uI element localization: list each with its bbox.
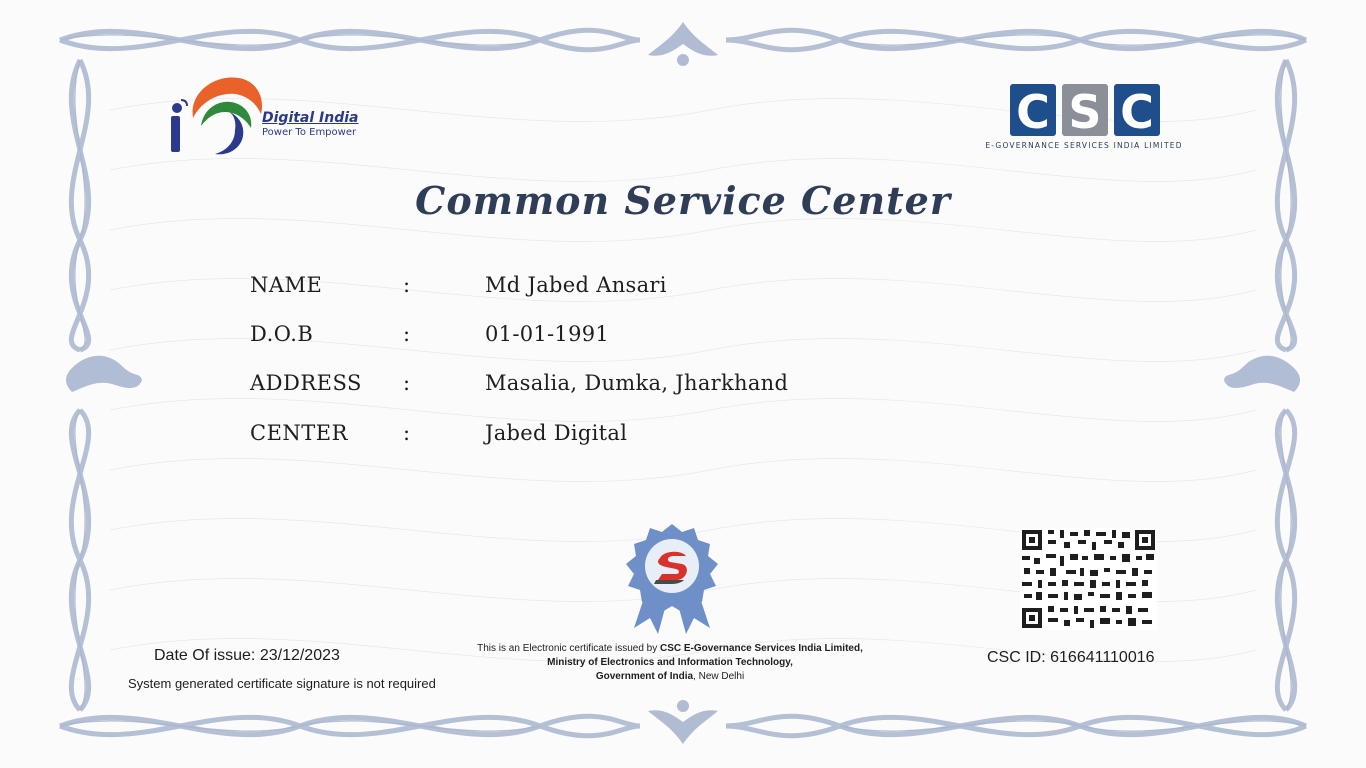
issuer-note-line3: Government of India, New Delhi <box>595 671 745 682</box>
dob-colon: : <box>403 322 411 346</box>
name-colon: : <box>403 273 411 297</box>
digital-india-tagline: Power To Empower <box>262 127 357 138</box>
address-value: Masalia, Dumka, Jharkhand <box>485 371 789 395</box>
csc-id: CSC ID: 616641110016 <box>987 649 1155 666</box>
csc-letter-s: S <box>1068 85 1102 136</box>
certificate-title: Common Service Center <box>415 178 951 223</box>
name-value: Md Jabed Ansari <box>485 273 667 297</box>
csc-logo <box>1010 84 1160 136</box>
csc-subtitle: E-GOVERNANCE SERVICES INDIA LIMITED <box>985 141 1183 150</box>
dob-label: D.O.B <box>250 322 314 346</box>
address-label: ADDRESS <box>250 371 362 395</box>
system-generated-note: System generated certificate signature is not required <box>128 676 436 691</box>
center-label: CENTER <box>250 421 348 445</box>
csc-letter-c1: C <box>1016 85 1050 136</box>
digital-india-name: Digital India <box>262 110 359 126</box>
issuer-note-line2: Ministry of Electronics and Information Technology, <box>547 657 793 668</box>
issuer-note-line1: This is an Electronic certificate issued by CSC E-Governance Services India Limited, <box>477 643 863 654</box>
center-value: Jabed Digital <box>485 421 628 445</box>
name-label: NAME <box>250 273 323 297</box>
certificate-seal-icon <box>612 520 732 635</box>
date-of-issue: Date Of issue: 23/12/2023 <box>154 647 340 664</box>
dob-value: 01-01-1991 <box>485 322 610 346</box>
qr-code <box>1020 528 1157 630</box>
issuer-note <box>410 642 930 684</box>
center-colon: : <box>403 421 411 445</box>
address-colon: : <box>403 371 411 395</box>
csc-letter-c2: C <box>1120 85 1154 136</box>
